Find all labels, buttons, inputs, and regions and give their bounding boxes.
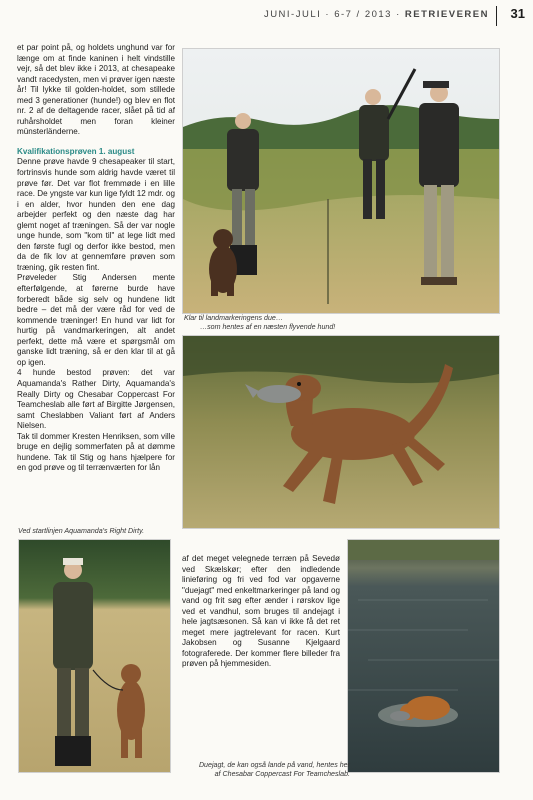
caption-photo-5-line-2: af Chesabar Coppercast For Teamcheslab. bbox=[214, 770, 350, 778]
lead-paragraph: et par point på, og holdets unghund var for længe om at finde kaninen i helt vindstille vejr, så det blev ikke i 2013, at chesapeake vandt racedysten, men vi prøver igen næste år! Til lykke til golden-holdet, som stillede med 3 generationer (hunde!) og blev en flot nr. 2 af de deltagende racer, slået på tid af ruhårsholdet men foran kleiner münsterländerne. bbox=[17, 43, 175, 137]
article-column-middle bbox=[182, 554, 340, 670]
caption-photo-3: Ved startlinjen Aquamanda's Right Dirty. bbox=[18, 527, 145, 535]
body-paragraph-5: af det meget velegnede terræn på Sevedø ved Skælskør; efter den indledende linieføring og fri ved fod var opgaverne "duejagt" med enkeltmarkeringer på land og vand og frit søg efter ænder i rørskov lige ved et vandhul, som bruges til andejagt i hele jagtsæsonen. Så kan vi ikke få det ret meget mere jagtrelevant for racen. Kurt Jakobsen og Susanne Kjelgaard fotograferede. Der kommer flere billeder fra prøven på hjemmesiden. bbox=[182, 554, 340, 669]
photo-handlers-field bbox=[182, 48, 500, 314]
article-column-left bbox=[17, 43, 175, 474]
photo-dog-in-water bbox=[347, 539, 500, 773]
photo-dog-running bbox=[182, 335, 500, 529]
header-divider bbox=[496, 6, 497, 26]
body-paragraph-1: Denne prøve havde 9 chesapeaker til start, fortrinsvis hunde som aldrig havde været til prøve før. Det var flot fremmøde i en lille race. De yngste var kun lige fyldt 12 mdr. og i en alder, hvor hunden den ene dag arbejder perfekt og den næste dag har glemt noget af træningen. Så der var nogle unge hunde, som "kom til" at lege lidt med den første fugl og derfor ikke bestod, men da de fik lov at gennemføre prøven som træning, gik resten fint. bbox=[17, 157, 175, 272]
caption-photo-1 bbox=[184, 314, 504, 332]
body-paragraph-4: Tak til dommer Kresten Henriksen, som ville bruge en dejlig sommerfaten på at dømme hundene. Tak til Stig og hans hjælpere for en god prøve og til terrænværten for lån bbox=[17, 431, 175, 473]
caption-photo-5 bbox=[190, 761, 350, 779]
body-paragraph-3: 4 hunde bestod prøven: det var Aquamanda's Rather Dirty, Aquamanda's Really Dirty og Chesabar Coppercast For Teamcheslab alle ført af Birgitte Jørgensen, samt Cheslabben Valiant ført af Anders Nielsen. bbox=[17, 368, 175, 431]
page-number: 31 bbox=[510, 6, 525, 21]
photo-man-with-dog bbox=[18, 539, 171, 773]
caption-photo-1-line-1: Klar til landmarkeringens due… bbox=[184, 314, 283, 322]
caption-photo-5-line-1: Duejagt, de kan også lande på vand, hentes her bbox=[198, 761, 350, 769]
issue-label: JUNI-JULI · 6-7 / 2013 · RETRIEVEREN bbox=[263, 9, 489, 20]
page-header bbox=[0, 6, 525, 24]
body-paragraph-2: Prøveleder Stig Andersen mente efterfølgende, at førerne burde have forberedt både sig selv og hundene lidt bedre – det må der være råd for ved de kommende træninger! En hund var lidt for hurtig på vandmarkeringen, alt andet perfekt, dette må være et spørgsmål om ganske lidt træning, så er den klar til at gå op igen. bbox=[17, 273, 175, 367]
section-title: Kvalifikationsprøven 1. august bbox=[17, 146, 135, 156]
caption-photo-1-line-2: …som hentes af en næsten flyvende hund! bbox=[200, 323, 336, 331]
